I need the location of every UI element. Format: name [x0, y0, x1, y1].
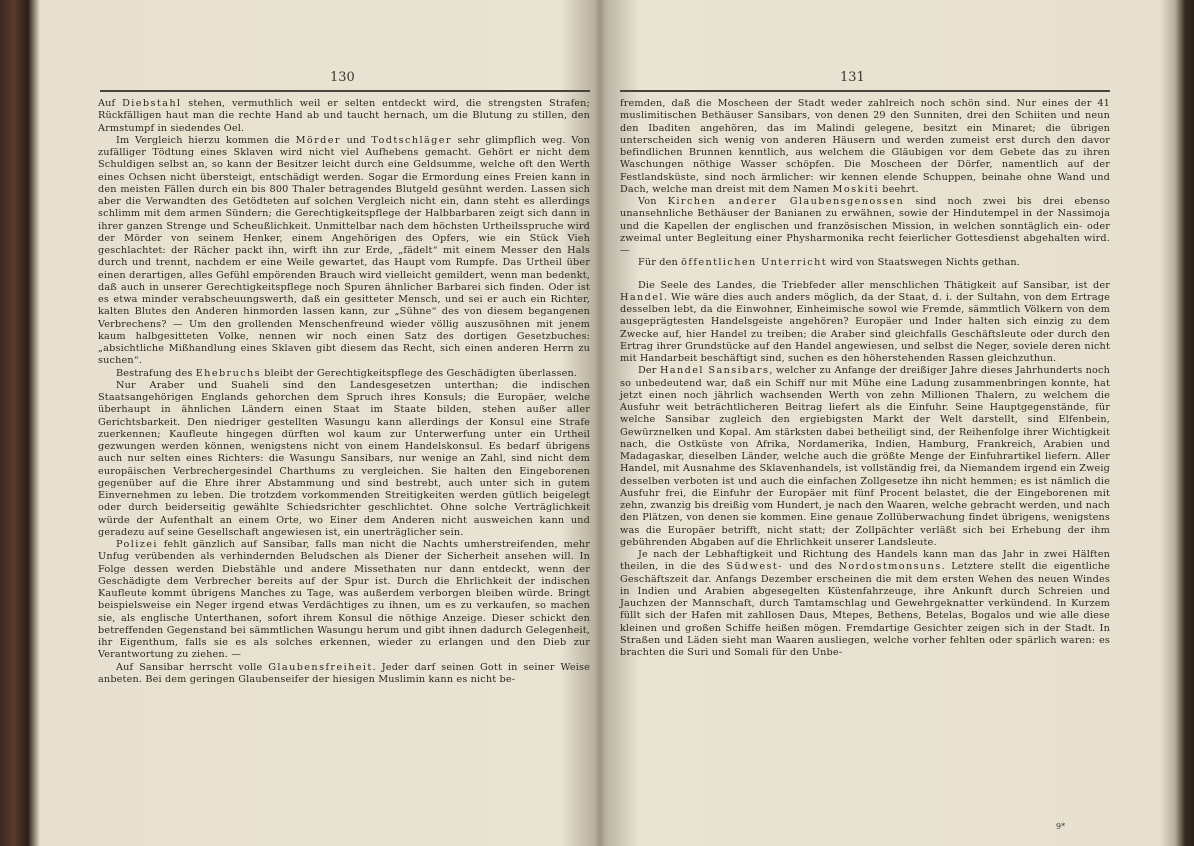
emphasized-term: Handel — [620, 291, 664, 303]
text-run: Der — [638, 365, 660, 377]
right-page — [600, 0, 1160, 846]
text-run: Nur Araber und Suaheli sind den Landesgesetzen unterthan; die indischen Staatsangehörigen Englands gehorchen dem Spruch ihres Konsuls; die Europäer, welche überhaupt in ähnlichen Ländern einen Staat im Staate bilden, stehen außer aller Gerichtsbarkeit. Den niedriger gestellten Wasungu kann allerdings der Konsul eine Strafe zuerkennen; Kaufleute hingegen dürften wol kaum zur Unterwerfung unter ein Urtheil gezwungen werden können, wenigstens nicht von einem Handelskonsul. Es bedarf übrigens auch nur selten eines Richters: die Wasungu Sansibars, nur wenige an Zahl, sind nicht dem europäischen Verbrechergesindel Charthums zu vergleichen. Sie halten den Eingeborenen gegenüber auf die Ehre ihrer Abstammung und sind bestrebt, auch unter sich in gutem Einvernehmen zu leben. Die trotzdem vorkommenden Streitigkeiten werden gütlich beigelegt oder durch beiderseitig gewählte Schiedsrichter geschlichtet. Ohne solche Verträglichkeit würde der Aufenthalt an einem Orte, wo Einer dem Anderen nicht ausweichen kann und geradezu auf seine Gesellschaft angewiesen ist, ein unerträglicher sein. — [98, 379, 590, 538]
paragraph — [620, 98, 1110, 196]
emphasized-term: öffentlichen Unterricht — [681, 257, 828, 269]
text-run: Von — [638, 196, 668, 207]
header-rule — [620, 90, 1110, 92]
emphasized-term: Handel Sansibars — [659, 365, 770, 377]
paragraph — [98, 662, 590, 687]
text-run: , welcher zu Anfange der dreißiger Jahre dieses Jahrhunderts noch so unbedeutend war, daß ein Schiff nur mit Mühe eine Ladung zusammenbringen konnte, hat jetzt einen noch jährlich wachsenden Werth von zehn Millionen Thalern, zu welchem die Ausfuhr weit beträchtlicheren Beitrag liefert als die Einfuhr. Seine Hauptgegenstände, für welche Sansibar zugleich den ergiebigsten Markt der Welt darstellt, sind Elfenbein, Gewürznelken und Kopal. Am stärksten dabei betheiligt sind, der Reihenfolge ihrer Wichtigkeit nach, die Ostküste von Afrika, Nordamerika, Indien, Hamburg, Frankreich, Arabien und Madagaskar, dieselben Länder, welche auch die größte Menge der Einfuhrartikel liefern. Aller Handel, mit Ausnahme des Sklavenhandels, ist vollständig frei, da Niemandem irgend ein Zweig desselben verboten ist und auch die einfachen Zollgesetze ihn nicht hemmen; es ist nämlich die Ausfuhr frei, die Einfuhr der Europäer mit fünf Procent belastet, die der Eingeborenen mit zehn, zwanzig bis dreißig vom Hundert, je nach den Waaren, welche gebracht werden, und nach den Plätzen, von denen sie kommen. Eine genaue Zollüberwachung findet übrigens, wenigstens was die Europäer betrifft, nicht statt; der Zollpächter verläßt sich bei Erhebung der ihm gebührenden Abgaben auf die Ehrlichkeit unserer Landsleute. — [620, 365, 1110, 548]
paragraph — [98, 135, 590, 368]
page-body-text — [620, 98, 1110, 659]
emphasized-term: Moskiti — [832, 183, 879, 195]
text-run: beehrt. — [879, 183, 919, 195]
emphasized-term: Kirchen anderer Glaubensgenossen — [667, 196, 905, 207]
emphasized-term: Todtschläger — [371, 134, 452, 146]
emphasized-term: Polizei — [116, 539, 158, 550]
text-run: . Letztere stellt die eigentliche Geschäftszeit dar. Anfangs Dezember erscheinen die mit dem ersten Wehen des neuen Windes in Indien und Arabien abgesegelten Küstenfahrzeuge, ihre Ankunft durch Schreien und Jauchzen der Mannschaft, durch Tamtamschlag und Gewehrgeknatter verkündend. In Kurzem füllt sich der Hafen mit zahllosen Daus, Mtepes, Bethens, Betelas, Bogalos und wie alle diese kleinen und großen Schiffe heißen mögen. Fremdartige Gesichter zeigen sich in der Stadt. In Straßen und Läden sieht man Waaren ausliegen, welche vorher fehlten oder spärlich waren: es brachten die Suri und Somali für den Unbe- — [620, 561, 1110, 658]
text-run: . Wie wäre dies auch anders möglich, da der Staat, d. i. der Sultahn, von dem Ertrage desselben lebt, da die Einwohner, Einheimische sowol wie Fremde, sämmtlich Völkern von dem ausgeprägtesten Handelsgeiste angehören? Europäer und Inder halten sich einzig zu dem Zwecke auf, hier Handel zu treiben; die Araber sind gleichfalls Geschäftsleute oder durch den Ertrag ihrer Grundstücke auf den Handel angewiesen, und selbst die Neger, soviele deren nicht mit Handarbeit beschäftigt sind, suchen es den höherstehenden Rassen gleichzuthun. — [620, 291, 1110, 364]
paragraph — [98, 539, 590, 662]
emphasized-term: Nordostmonsuns — [838, 561, 942, 573]
text-run: Im Vergleich hierzu kommen die — [116, 134, 296, 146]
emphasized-term: Glaubensfreiheit — [268, 661, 373, 673]
paragraph — [98, 380, 590, 539]
paragraph — [620, 365, 1110, 549]
text-run: sehr glimpflich weg. Von zufälliger Tödtung eines Sklaven wird nicht viel Aufhebens gemacht. Gehört er nicht dem Schuldigen selbst an, so kann der Besitzer leicht durch eine Geldsumme, welche oft den Werth eines Ochsen nicht übersteigt, entschädigt werden. Sogar die Ermordung eines Freien kann in den meisten Fällen durch ein bis 800 Thaler betragendes Blutgeld gesühnt werden. Lassen sich aber die Verwandten des Getödteten auf solchen Vergleich nicht ein, dann steht es allerdings schlimm mit dem armen Sündern; die Gerechtigkeitspflege der Halbbarbaren zeigt sich dann in ihrer ganzen Strenge und Scheußlichkeit. Unmittelbar nach dem höchsten Urtheilsspruche wird der Mörder von seinem Henker, einem Angehörigen des Opfers, wie ein Stück Vieh geschlachtet: der Rächer packt ihn, wirft ihn zur Erde, „fädelt“ mit einem Messer den Hals durch und trennt, nachdem er eine Weile gewartet, das Haupt vom Rumpfe. Das Urtheil über einen derartigen, alles Gefühl empörenden Brauch wird vielleicht gemildert, wenn man bedenkt, daß auch in unserer Gerechtigkeitspflege noch Spuren ähnlicher Barbarei sich finden. Oder ist es etwa minder verabscheuungswerth, daß ein gesitteter Mensch, und sei er auch ein Richter, kalten Blutes den Anderen hinmorden lassen kann, zur „Sühne“ des von diesem begangenen Verbrechens? — Um den grollenden Menschenfreund wieder völlig auszusöhnen mit jenem kaum halbgesitteten Volke, nennen wir noch einen Satz des dortigen Gesetzbuches: „absichtliche Mißhandlung eines Sklaven gibt diesem das Recht, sich einen anderen Herrn zu suchen“. — [98, 134, 590, 367]
text-run: Auf — [98, 98, 123, 109]
paragraph — [98, 98, 590, 135]
text-run: Die Seele des Landes, die Triebfeder aller menschlichen Thätigkeit auf Sansibar, ist der — [638, 279, 1110, 291]
paragraph — [620, 196, 1110, 257]
section-gap — [620, 270, 1110, 280]
page-number: 131 — [840, 70, 865, 85]
text-run: fremden, daß die Moscheen der Stadt weder zahlreich noch schön sind. Nur eines der 41 muslimitischen Bethäuser Sansibars, von denen 29 den Sunniten, drei den Schiiten und neun den Ibaditen angehören, das im Malindi gelegene, besitzt ein Minaret; die übrigen unterscheiden sich wenig von anderen Häusern und werden zumeist erst durch den davor befindlichen Brunnen kenntlich, aus welchem die Gläubigen vor dem Gebete das zu ihren Waschungen nöthige Wasser schöpfen. Die Moscheen der Dörfer, namentlich auf der Festlandsküste, sind noch ärmlicher: wir kennen elende Schuppen, beinahe ohne Wand und Dach, welche man dreist mit dem Namen — [620, 98, 1110, 195]
text-run: wird von Staatswegen Nichts gethan. — [827, 257, 1021, 269]
text-run: . Jeder darf seinen Gott in seiner Weise anbeten. Bei dem geringen Glaubenseifer der hiesigen Muslimin kann es nicht be- — [98, 661, 591, 685]
text-run: Je nach der Lebhaftigkeit und Richtung des Handels kann man das Jahr in zwei Hälften theilen, in die des — [620, 549, 1110, 573]
page-number: 130 — [330, 70, 355, 85]
header-rule — [100, 90, 590, 92]
paragraph — [98, 368, 590, 380]
emphasized-term: Mörder — [295, 134, 341, 146]
text-run: Bestrafung des — [116, 367, 196, 379]
signature-mark: 9* — [1056, 822, 1066, 831]
paragraph — [620, 257, 1110, 269]
page-body-text — [98, 98, 590, 686]
text-run: Auf Sansibar herrscht volle — [116, 661, 269, 673]
emphasized-term: Diebstahl — [122, 98, 182, 109]
text-run: fehlt gänzlich auf Sansibar, falls man nicht die Nachts umherstreifenden, mehr Unfug verübenden als verhindernden Beludschen als Diener der Sicherheit ansehen will. In Folge dessen werden Diebstähle und andere Missethaten nur dann entdeckt, wenn der Geschädigte dem Verbrecher bereits auf der Spur ist. Durch die Ehrlichkeit der indischen Kaufleute kommt übrigens Manches zu Tage, was außerdem verborgen bleiben würde. Bringt beispielsweise ein Neger irgend etwas Verdächtiges zu ihnen, um es zu verkaufen, so machen sie, als englische Unterthanen, sofort ihrem Konsul die nöthige Anzeige. Dieser schickt den betreffenden Gegenstand bei sämmtlichen Wasungu herum und gibt ihnen dadurch Gelegenheit, ihr Eigenthum, falls sie es als solches erkennen, wieder zu erlangen und den Dieb zur Verantwortung zu ziehen. — — [98, 539, 590, 661]
text-run: bleibt der Gerechtigkeitspflege des Geschädigten überlassen. — [261, 367, 578, 379]
text-run: und des — [782, 561, 839, 573]
text-run: sind noch zwei bis drei ebenso unansehnliche Bethäuser der Banianen zu erwähnen, sowie der Hindutempel in der Nassimoja und die Kapellen der englischen und französischen Mission, in welchen sonntäglich ein- oder zweimal unter Begleitung einer Physharmonika recht feierlicher Gottesdienst abgehalten wird. — — [620, 196, 1110, 256]
text-run: und — [340, 134, 372, 146]
left-page — [40, 0, 595, 846]
paragraph — [620, 549, 1110, 659]
emphasized-term: Südwest- — [726, 561, 783, 573]
emphasized-term: Ehebruchs — [195, 367, 262, 379]
paragraph — [620, 280, 1110, 366]
text-run: stehen, vermuthlich weil er selten entdeckt wird, die strengsten Strafen; Rückfälligen haut man die rechte Hand ab und taucht hernach, um die Blutung zu stillen, den Armstumpf in siedendes Oel. — [98, 98, 590, 134]
text-run: Für den — [638, 257, 682, 269]
